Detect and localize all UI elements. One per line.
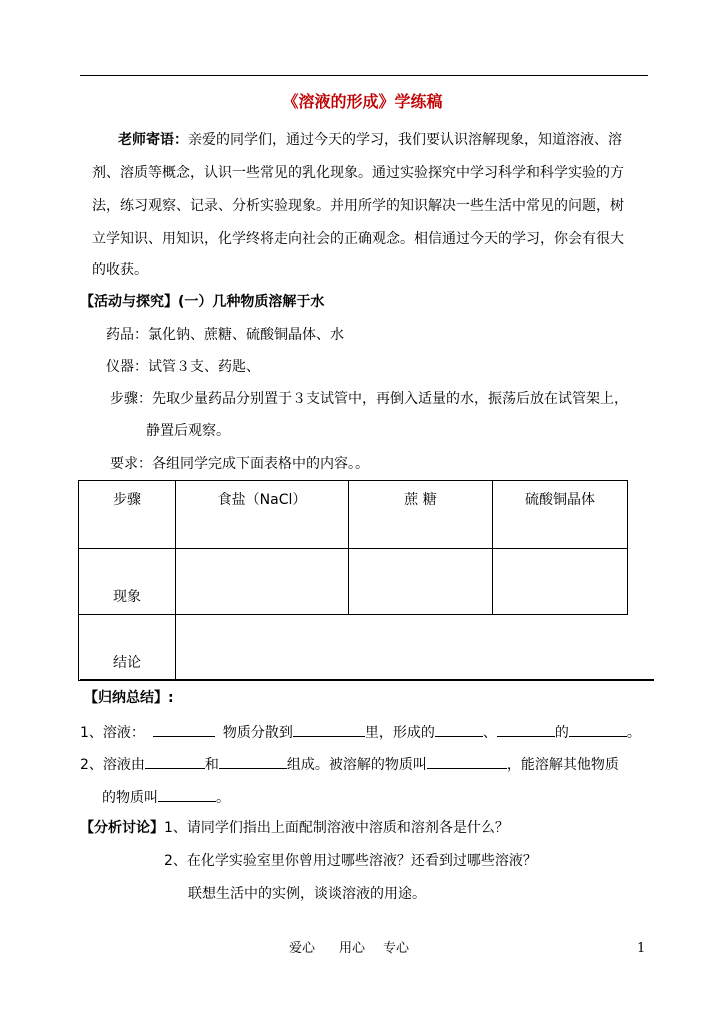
- discussion-q1: 1、请同学们指出上面配制溶液中溶质和溶剂各是什么？: [164, 820, 509, 836]
- footer-text-c: 专心: [383, 941, 410, 956]
- discussion-q2-line-2: 联想生活中的实例，谈谈溶液的用途。: [188, 886, 426, 902]
- table-row-phenomenon: [79, 549, 628, 615]
- summary-heading: 【归纳总结】:: [84, 690, 174, 706]
- summary-q2-part-e: 的物质叫: [102, 790, 158, 806]
- activity-steps-line-1: 步骤：先取少量药品分别置于３支试管中，再倒入适量的水，振荡后放在试管架上，: [110, 391, 628, 407]
- table-header-step: 步骤: [79, 481, 176, 549]
- table-row-conclusion: [79, 615, 628, 681]
- activity-instruments: 仪器：试管３支、药匙、: [106, 359, 260, 375]
- blank-q2-2[interactable]: [219, 753, 287, 769]
- table-cell-sugar-phenomenon[interactable]: [349, 549, 493, 615]
- activity-drugs: 药品：氯化钠、蔗糖、硫酸铜晶体、水: [106, 327, 344, 343]
- summary-q1-part-d: 、: [482, 725, 497, 741]
- summary-q2-part-c: 组成。被溶解的物质叫: [286, 757, 427, 773]
- summary-q1-part-c: 里，形成的: [364, 725, 435, 741]
- page-number: 1: [637, 941, 646, 956]
- summary-q2-part-a: 2、溶液由: [80, 757, 145, 773]
- table-bottom-rule: [80, 679, 654, 681]
- blank-q1-1[interactable]: [153, 721, 215, 737]
- intro-line-1: [118, 130, 622, 150]
- page-title: 《溶液的形成》学练稿: [282, 92, 443, 111]
- table-cell-copper-phenomenon[interactable]: [493, 549, 628, 615]
- intro-line-5: 的收获。: [92, 262, 148, 278]
- blank-q1-2[interactable]: [293, 721, 365, 737]
- summary-q2: [80, 753, 619, 775]
- summary-q1-part-a: 1、溶液：: [80, 725, 145, 741]
- table-header-row: [79, 481, 628, 549]
- footer-text-a: 爱心: [289, 941, 316, 956]
- discussion-heading: 【分析讨论】: [80, 820, 164, 836]
- summary-q2-part-b: 和: [204, 757, 219, 773]
- intro-line-4: 立学知识、用知识，化学终将走向社会的正确观念。相信通过今天的学习，你会有很大: [92, 231, 624, 247]
- footer-text-b: 用心: [339, 941, 366, 956]
- summary-q2-part-f: 。: [216, 790, 230, 806]
- summary-q1: [80, 721, 641, 743]
- discussion-line-1: [80, 818, 509, 838]
- table-row-label-phenomenon: 现象: [79, 549, 176, 615]
- summary-q1-part-b: 物质分散到: [222, 725, 293, 741]
- intro-text-1: 亲爱的同学们，通过今天的学习，我们要认识溶解现象，知道溶液、溶: [188, 132, 622, 148]
- summary-q1-part-e: 的: [554, 725, 569, 741]
- table-cell-conclusion[interactable]: [176, 615, 628, 681]
- intro-line-3: 法，练习观察、记录、分析实验现象。并用所学的知识解决一些生活中常见的问题，树: [92, 198, 624, 214]
- summary-q1-part-f: 。: [626, 725, 641, 741]
- table-header-nacl: 食盐（NaCl）: [176, 481, 349, 549]
- table-header-sugar: 蔗 糖: [349, 481, 493, 549]
- summary-q2-part-d: ，能溶解其他物质: [506, 757, 619, 773]
- table-cell-nacl-phenomenon[interactable]: [176, 549, 349, 615]
- discussion-q2: 2、在化学实验室里你曾用过哪些溶液？还看到过哪些溶液？: [164, 853, 537, 869]
- summary-q2-line-2: [102, 786, 230, 808]
- blank-q1-5[interactable]: [569, 721, 627, 737]
- intro-line-2: 剂、溶质等概念，认识一些常见的乳化现象。通过实验探究中学习科学和科学实验的方: [92, 165, 624, 181]
- blank-q1-3[interactable]: [435, 721, 483, 737]
- intro-label: 老师寄语：: [118, 132, 188, 148]
- activity-requirement: 要求：各组同学完成下面表格中的内容。。: [110, 456, 369, 472]
- blank-q2-4[interactable]: [158, 786, 216, 802]
- table-row-label-conclusion: 结论: [79, 615, 176, 681]
- experiment-table: [78, 480, 628, 681]
- table-header-copper-sulfate: 硫酸铜晶体: [493, 481, 628, 549]
- header-rule: [80, 75, 648, 76]
- blank-q1-4[interactable]: [497, 721, 555, 737]
- activity-steps-line-2: 静置后观察。: [146, 423, 230, 439]
- activity-heading: 【活动与探究】(一）几种物质溶解于水: [80, 294, 325, 310]
- blank-q2-3[interactable]: [427, 753, 507, 769]
- blank-q2-1[interactable]: [145, 753, 205, 769]
